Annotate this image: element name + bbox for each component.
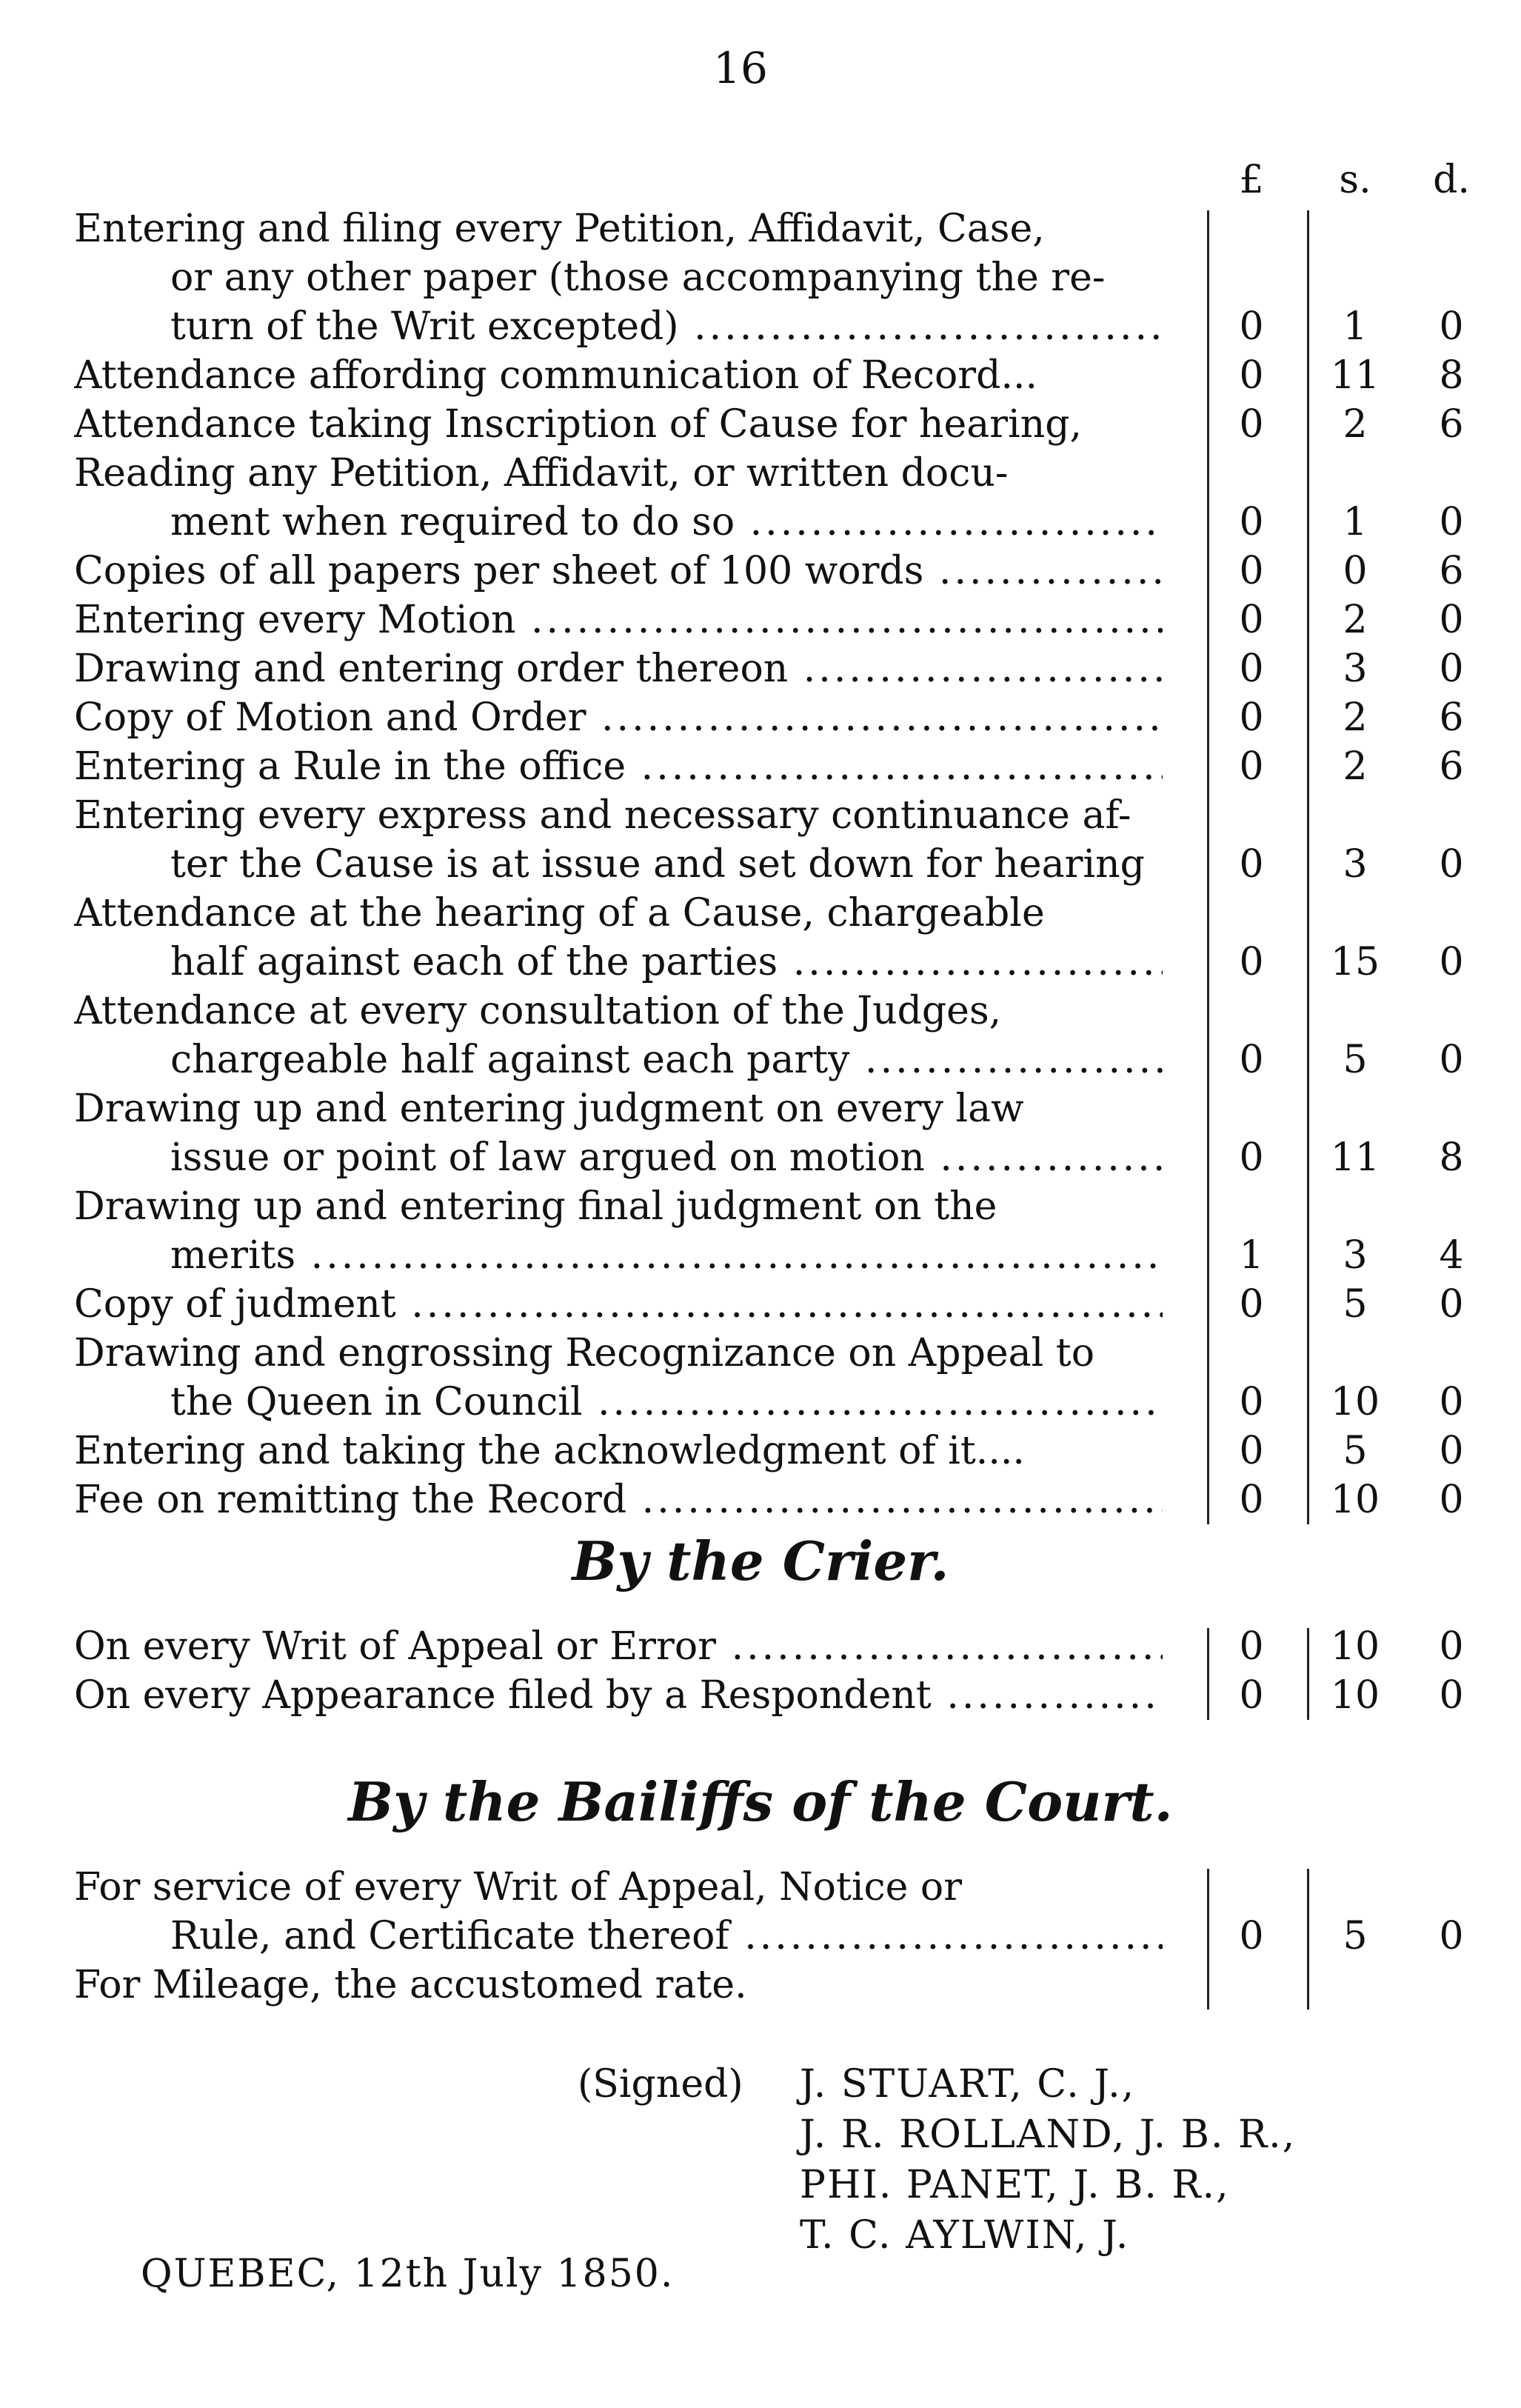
fee-shillings: 0: [1343, 549, 1368, 593]
fee-description: Reading any Petition, Affidavit, or written docu-: [74, 451, 1009, 496]
fee-description: For Mileage, the accustomed rate.: [74, 1963, 747, 2007]
fee-description: Attendance at the hearing of a Cause, chargeable: [74, 891, 1045, 935]
column-rule: [1407, 1869, 1409, 2010]
fee-description: turn of the Writ excepted) .....: [170, 302, 1163, 351]
fee-description: Rule, and Certificate thereof .....: [170, 1912, 1163, 1961]
fee-line: [74, 449, 1466, 498]
fee-shillings: 3: [1343, 1233, 1368, 1278]
fee-line: [74, 498, 1466, 547]
fee-description: On every Appearance filed by a Respondent .....: [74, 1671, 1163, 1720]
fee-pounds: 0: [1239, 1380, 1264, 1424]
fee-line: [74, 253, 1466, 302]
fee-shillings: 2: [1343, 744, 1368, 789]
fee-pounds: 0: [1239, 1914, 1264, 1958]
registrar-fee-table: [74, 156, 1470, 1522]
fee-shillings: 10: [1330, 1624, 1380, 1669]
fee-shillings: 3: [1343, 647, 1368, 691]
fee-description: Attendance at every consultation of the Judges,: [74, 989, 1002, 1033]
fee-description: merits .....: [170, 1231, 1163, 1280]
fee-line: [74, 1912, 1466, 1961]
fee-line: [74, 1427, 1466, 1475]
fee-pence: 0: [1439, 1282, 1464, 1327]
shillings-header: s.: [1339, 158, 1371, 202]
fee-line: [74, 1378, 1466, 1427]
fee-shillings: 10: [1330, 1380, 1380, 1424]
fee-description: Drawing up and entering final judgment on the: [74, 1184, 997, 1229]
fee-pence: 0: [1439, 1673, 1464, 1718]
column-rule: [1307, 1628, 1309, 1720]
fee-line: [74, 547, 1466, 596]
fee-pounds: 0: [1239, 500, 1264, 544]
fee-pounds: 0: [1239, 940, 1264, 984]
fee-description: Entering every express and necessary continuance af-: [74, 793, 1131, 838]
fee-pounds: 0: [1239, 402, 1264, 447]
pounds-header: £: [1239, 158, 1264, 202]
fee-shillings: 1: [1343, 304, 1368, 349]
column-rule: [1207, 210, 1209, 1524]
fee-line: [74, 1182, 1466, 1231]
fee-line: [74, 644, 1466, 693]
fee-pence: 0: [1439, 500, 1464, 544]
column-rule: [1207, 1869, 1209, 2010]
fee-description: Entering and taking the acknowledgment of it....: [74, 1429, 1025, 1473]
fee-pence: 0: [1439, 1038, 1464, 1082]
fee-pence: 0: [1439, 647, 1464, 691]
signer-2: J. R. ROLLAND, J. B. R.,: [800, 2112, 1297, 2157]
column-header-row: [74, 156, 1470, 204]
fee-line: [74, 840, 1466, 889]
fee-pounds: 0: [1239, 598, 1264, 642]
fee-line: [74, 400, 1466, 449]
fee-description: For service of every Writ of Appeal, Notice or: [74, 1865, 963, 1910]
fee-line: [74, 302, 1466, 351]
fee-line: [74, 1863, 1466, 1912]
bailiffs-heading: By the Bailiffs of the Court.: [348, 1770, 1173, 1833]
fee-description: Entering every Motion .....: [74, 596, 1163, 644]
fee-shillings: 11: [1330, 353, 1380, 398]
fee-shillings: 5: [1343, 1038, 1368, 1082]
fee-description: Entering and filing every Petition, Affidavit, Case,: [74, 207, 1045, 251]
fee-description: or any other paper (those accompanying the re-: [170, 256, 1106, 300]
fee-line: [74, 1475, 1466, 1524]
fee-pounds: 0: [1239, 549, 1264, 593]
fee-description: Copy of judment .....: [74, 1280, 1163, 1329]
column-rule: [1407, 210, 1409, 1524]
fee-description: On every Writ of Appeal or Error .....: [74, 1622, 1163, 1671]
fee-description: issue or point of law argued on motion .....: [170, 1133, 1163, 1182]
fee-pounds: 0: [1239, 647, 1264, 691]
fee-line: [74, 1084, 1466, 1133]
fee-pounds: 0: [1239, 842, 1264, 887]
fee-pounds: 0: [1239, 1624, 1264, 1669]
fee-pence: 0: [1439, 304, 1464, 349]
fee-shillings: 2: [1343, 402, 1368, 447]
fee-shillings: 5: [1343, 1914, 1368, 1958]
fee-pence: 0: [1439, 940, 1464, 984]
fee-description: Drawing and engrossing Recognizance on Appeal to: [74, 1331, 1094, 1375]
signer-3: PHI. PANET, J. B. R.,: [800, 2163, 1230, 2207]
signer-1: J. STUART, C. J.,: [800, 2062, 1136, 2107]
fee-pounds: 0: [1239, 353, 1264, 398]
fee-line: [74, 1035, 1466, 1084]
fee-line: [74, 742, 1466, 791]
fee-line: [74, 1280, 1466, 1329]
fee-pence: 0: [1439, 1914, 1464, 1958]
fee-line: [74, 1961, 1466, 2010]
fee-pence: 0: [1439, 1624, 1464, 1669]
fee-description: Attendance taking Inscription of Cause for hearing,: [74, 402, 1083, 447]
fee-line: [74, 596, 1466, 644]
fee-line: [74, 351, 1466, 400]
fee-pounds: 0: [1239, 744, 1264, 789]
fee-shillings: 2: [1343, 598, 1368, 642]
fee-description: Entering a Rule in the office .....: [74, 742, 1163, 791]
fee-pounds: 0: [1239, 1673, 1264, 1718]
fee-line: [74, 938, 1466, 987]
fee-pounds: 0: [1239, 1135, 1264, 1180]
fee-pence: 0: [1439, 842, 1464, 887]
fee-shillings: 10: [1330, 1673, 1380, 1718]
fee-line: [74, 987, 1466, 1035]
fee-line: [74, 1133, 1466, 1182]
column-rule: [1307, 210, 1309, 1524]
fee-pence: 4: [1439, 1233, 1464, 1278]
fee-description: Attendance affording communication of Record...: [74, 353, 1038, 398]
fee-description: half against each of the parties .....: [170, 938, 1163, 987]
fee-shillings: 15: [1330, 940, 1380, 984]
fee-shillings: 3: [1343, 842, 1368, 887]
fee-line: [74, 693, 1466, 742]
fee-pence: 0: [1439, 1478, 1464, 1522]
fee-line: [74, 1231, 1466, 1280]
fee-pounds: 0: [1239, 304, 1264, 349]
signer-4: T. C. AYLWIN, J.: [800, 2213, 1130, 2258]
fee-description: chargeable half against each party .....: [170, 1035, 1163, 1084]
fee-description: Fee on remitting the Record .....: [74, 1475, 1163, 1524]
column-rule: [1407, 1628, 1409, 1720]
fee-line: [74, 1329, 1466, 1378]
column-rule: [1307, 1869, 1309, 2010]
fee-shillings: 10: [1330, 1478, 1380, 1522]
fee-line: [74, 1622, 1466, 1671]
fee-description: the Queen in Council .....: [170, 1378, 1163, 1427]
fee-line: [74, 791, 1466, 840]
fee-description: Copies of all papers per sheet of 100 words .....: [74, 547, 1163, 596]
fee-pence: 6: [1439, 549, 1464, 593]
fee-description: Drawing up and entering judgment on every law: [74, 1087, 1024, 1131]
fee-pence: 6: [1439, 696, 1464, 740]
crier-heading: By the Crier.: [572, 1530, 949, 1592]
fee-description: Copy of Motion and Order .....: [74, 693, 1163, 742]
fee-shillings: 1: [1343, 500, 1368, 544]
fee-line: [74, 204, 1466, 253]
page-number: 16: [713, 43, 768, 93]
column-rule: [1207, 1628, 1209, 1720]
fee-pence: 0: [1439, 1380, 1464, 1424]
fee-description: ter the Cause is at issue and set down for hearing .....: [170, 840, 1163, 889]
fee-pounds: 0: [1239, 1282, 1264, 1327]
signed-label: (Signed): [578, 2062, 743, 2107]
fee-pounds: 1: [1239, 1233, 1264, 1278]
fee-shillings: 11: [1330, 1135, 1380, 1180]
fee-pence: 8: [1439, 353, 1464, 398]
fee-shillings: 5: [1343, 1282, 1368, 1327]
fee-pence: 6: [1439, 744, 1464, 789]
fee-line: [74, 1671, 1466, 1720]
fee-line: [74, 889, 1466, 938]
fee-shillings: 5: [1343, 1429, 1368, 1473]
fee-description: Drawing and entering order thereon .....: [74, 644, 1163, 693]
fee-pounds: 0: [1239, 1038, 1264, 1082]
dateline: QUEBEC, 12th July 1850.: [141, 2252, 675, 2296]
fee-pounds: 0: [1239, 1478, 1264, 1522]
fee-shillings: 2: [1343, 696, 1368, 740]
fee-pence: 0: [1439, 1429, 1464, 1473]
fee-pence: 6: [1439, 402, 1464, 447]
fee-pence: 8: [1439, 1135, 1464, 1180]
fee-description: ment when required to do so .....: [170, 498, 1163, 547]
pence-header: d.: [1433, 158, 1470, 202]
fee-pence: 0: [1439, 598, 1464, 642]
fee-pounds: 0: [1239, 696, 1264, 740]
fee-pounds: 0: [1239, 1429, 1264, 1473]
